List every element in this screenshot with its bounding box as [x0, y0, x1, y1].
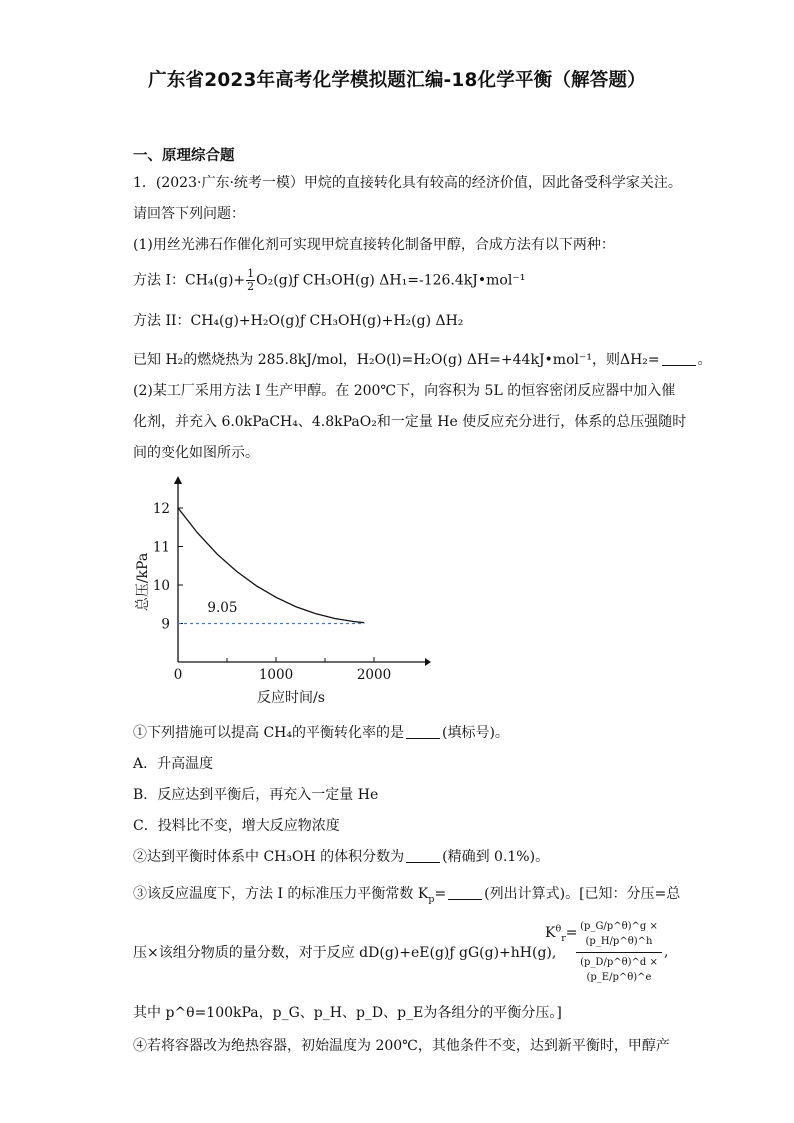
question-intro: 1．(2023·广东·统考一模）甲烷的直接转化具有较高的经济价值，因此备受科学家关注。 [133, 175, 682, 191]
method-2-equation [133, 311, 463, 331]
subq-3-definition: 压×该组分物质的量分数，对于反应 dD(g)+eE(g)ƒ gG(g)+hH(g), [133, 945, 557, 961]
option-a: A．升高温度 [133, 756, 214, 772]
question-prompt: 请回答下列问题： [133, 206, 245, 222]
y-tick-label: 9 [161, 616, 170, 633]
fraction-denominator: 2 [247, 280, 255, 293]
y-tick-label: 10 [152, 578, 170, 594]
y-axis-arrow [174, 476, 182, 484]
x-axis-arrow [425, 658, 431, 666]
y-tick-label: 11 [152, 539, 170, 556]
subq-2-end: (精确到 0.1%)。 [442, 849, 550, 865]
part2-line-2: 化剂，并充入 6.0kPaCH₄、4.8kPaO₂和一定量 He 使反应充分进行，体系的总压强随时 [133, 414, 687, 430]
y-tick-label: 12 [152, 501, 170, 517]
method-1-eq-a: CH₄(g)+ [184, 272, 246, 289]
subq-4: ④若将容器改为绝热容器，初始温度为 200℃，其他条件不变，达到新平衡时，甲醇产 [133, 1038, 670, 1054]
method-1-eq-b: O₂(g)ƒ CH₃OH(g) ΔH₁=-126.4kJ•mol⁻¹ [256, 272, 526, 289]
subq-1-text: ①下列措施可以提高 CH₄的平衡转化率的是 [133, 725, 404, 741]
kp-subscript: p [428, 893, 435, 905]
known-text: 已知 H₂的燃烧热为 285.8kJ/mol，H₂O(l)=H₂O(g) ΔH=+44kJ•mol⁻¹，则ΔH₂= [133, 352, 660, 368]
kp-numerator: (p_G/p^θ)^g × (p_H/p^θ)^h [576, 919, 662, 953]
fraction-numerator: 1 [247, 267, 255, 280]
subq-3 [133, 884, 680, 904]
part2-line-3: 间的变化如图所示。 [133, 445, 259, 461]
half-fraction [246, 268, 255, 293]
page-title: 广东省2023年高考化学模拟题汇编-18化学平衡（解答题） [148, 70, 646, 91]
subq-3-note: 其中 p^θ=100kPa，p_G、p_H、p_D、p_E为各组分的平衡分压。] [133, 1005, 562, 1021]
pressure-time-chart [125, 470, 435, 715]
subq-3-text: ③该反应温度下，方法 I 的标准压力平衡常数 K [133, 886, 429, 902]
y-axis-label: 总压/kPa [135, 552, 151, 612]
x-tick-label: 1000 [258, 667, 294, 683]
part1-intro: (1)用丝光沸石作催化剂可实现甲烷直接转化制备甲醇，合成方法有以下两种： [133, 237, 615, 253]
known-end: 。 [697, 352, 712, 368]
known-conditions [133, 350, 712, 370]
method-1-label: 方法 I： [133, 272, 185, 289]
subq-2-text: ②达到平衡时体系中 CH₃OH 的体积分数为 [133, 849, 405, 865]
method-2-label: 方法 II： [133, 313, 191, 329]
part2-line-1: (2)某工厂采用方法 I 生产甲醇。在 200℃下，向容积为 5L 的恒容密闭反应器中加入催 [133, 383, 676, 399]
method-1-equation [133, 268, 525, 293]
subq-3-eq: = [434, 886, 447, 902]
answer-blank-dh2[interactable] [662, 351, 696, 366]
pressure-curve [178, 508, 364, 623]
subq-1-end: (填标号)。 [441, 725, 509, 741]
annotation-label: 9.05 [207, 599, 238, 616]
subq-1 [133, 723, 509, 743]
x-tick-label: 0 [173, 667, 183, 683]
subq-3-end: (列出计算式)。[已知：分压=总 [484, 886, 681, 902]
option-b: B．反应达到平衡后，再充入一定量 He [133, 787, 379, 803]
answer-blank-3[interactable] [448, 885, 482, 900]
kp-denominator: (p_D/p^θ)^d × (p_E/p^θ)^e [580, 957, 658, 983]
kp-comma: , [664, 944, 669, 960]
answer-blank-1[interactable] [406, 724, 440, 739]
answer-blank-2[interactable] [406, 848, 440, 863]
x-tick-label: 2000 [356, 667, 392, 683]
kp-symbol: $K^\theta_r=$ [545, 923, 578, 944]
kp-letter: K [545, 925, 556, 941]
method-2-eq: CH₄(g)+H₂O(g)ƒ CH₃OH(g)+H₂(g) ΔH₂ [190, 313, 464, 329]
x-axis-label: 反应时间/s [257, 690, 325, 706]
kp-formula [576, 919, 662, 985]
option-c: C．投料比不变，增大反应物浓度 [133, 818, 340, 834]
subq-2 [133, 847, 549, 867]
section-heading: 一、原理综合题 [133, 148, 235, 164]
